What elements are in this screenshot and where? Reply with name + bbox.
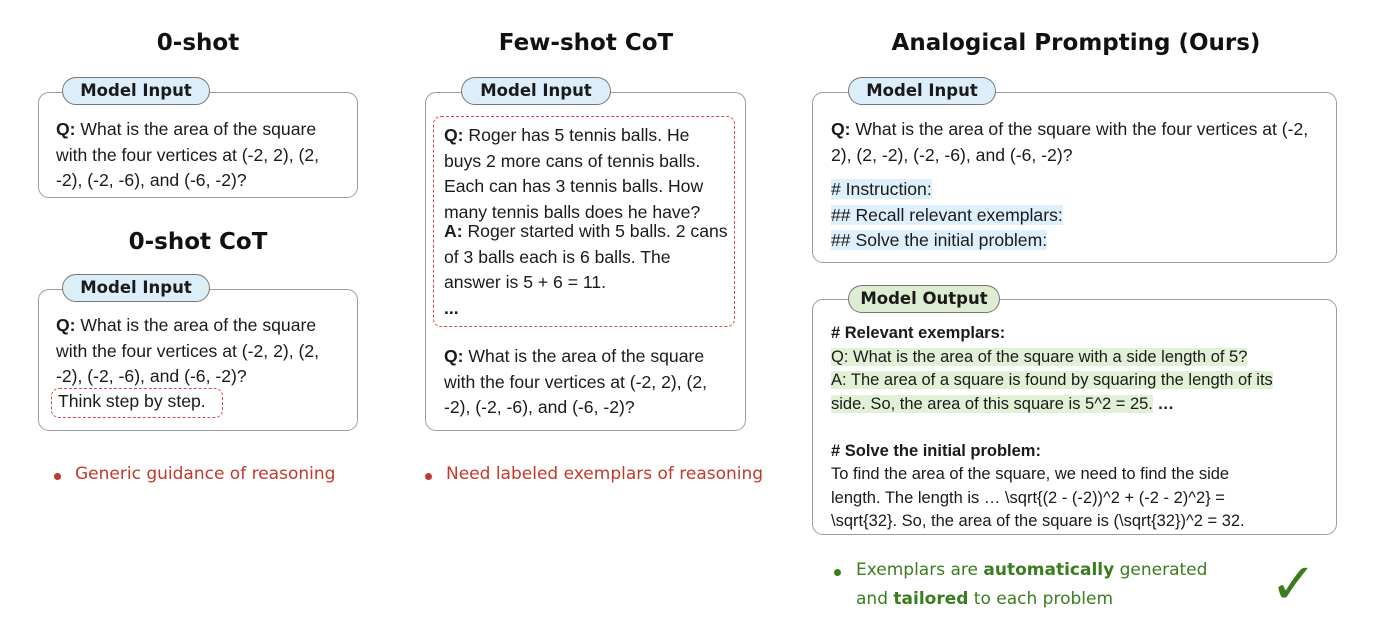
few-shot-exemplar-question: Q: Roger has 5 tennis balls. He buys 2 more cans of tennis balls. Each can has 3 tennis balls. How many tennis balls does he have?	[444, 125, 704, 222]
think-step-instruction: Think step by step.	[58, 391, 206, 411]
analogical-question: Q: What is the area of the square with the four vertices at (-2, 2), (2, -2), (-2, -6), and (-6, -2)?	[831, 119, 1309, 165]
instruction-line: # Instruction:	[831, 179, 932, 199]
solution-line-2: length. The length is … \sqrt{(2 - (-2))^2 + (-2 - 2)^2} =	[831, 488, 1225, 507]
few-shot-ellipsis: ...	[444, 298, 459, 318]
note-generic-guidance: Generic guidance of reasoning	[75, 464, 336, 484]
analogical-instructions	[831, 177, 1063, 254]
analogical-model-input-tag: Model Input	[848, 77, 996, 105]
zero-shot-model-input-tag: Model Input	[62, 77, 210, 105]
recall-exemplars-line: ## Recall relevant exemplars:	[831, 204, 1063, 225]
bullet-ours	[834, 569, 841, 576]
solution-line-1: To find the area of the square, we need to find the side	[831, 465, 1230, 483]
bullet-generic	[54, 473, 61, 480]
zero-shot-cot-question: Q: What is the area of the square with the four vertices at (-2, 2), (2, -2), (-2, -6), and (-6, -2)?	[56, 315, 320, 386]
exemplar-ellipsis: …	[1152, 394, 1174, 413]
bullet-labeled	[425, 473, 432, 480]
solve-problem-heading: # Solve the initial problem:	[831, 441, 1041, 460]
checkmark-icon: ✓	[1270, 552, 1317, 617]
zero-shot-question: Q: What is the area of the square with the four vertices at (-2, 2), (2, -2), (-2, -6), and (-6, -2)?	[56, 119, 320, 190]
few-shot-exemplar-answer: A: Roger started with 5 balls. 2 cans of 3 balls each is 6 balls. The answer is 5 + 6 = 11.	[444, 221, 728, 292]
solution-line-3: \sqrt{32}. So, the area of the square is (\sqrt{32})^2 = 32.	[831, 512, 1245, 530]
heading-few-shot-cot: Few-shot CoT	[498, 30, 674, 56]
few-shot-question: Q: What is the area of the square with the four vertices at (-2, 2), (2, -2), (-2, -6), and (-6, -2)?	[444, 346, 708, 417]
exemplar-answer-line-1: A: The area of a square is found by squaring the length of its	[831, 371, 1273, 389]
note-labeled-exemplars: Need labeled exemplars of reasoning	[446, 464, 764, 484]
analogical-output-text	[831, 322, 1273, 534]
few-shot-model-input-tag: Model Input	[461, 77, 611, 105]
heading-analogical-prompting: Analogical Prompting (Ours)	[891, 30, 1261, 56]
exemplar-question: Q: What is the area of the square with a side length of 5?	[831, 347, 1248, 366]
zero-shot-cot-model-input-tag: Model Input	[62, 274, 210, 302]
analogical-model-output-tag: Model Output	[848, 285, 1000, 313]
exemplar-answer-line-2: side. So, the area of this square is 5^2 = 25.	[831, 394, 1153, 413]
heading-0-shot: 0-shot	[156, 30, 240, 56]
relevant-exemplars-heading: # Relevant exemplars:	[831, 324, 1006, 342]
note-ours: Exemplars are automatically generated and tailored to each problem	[856, 560, 1208, 609]
solve-problem-line: ## Solve the initial problem:	[831, 230, 1048, 250]
heading-0-shot-cot: 0-shot CoT	[128, 229, 268, 255]
